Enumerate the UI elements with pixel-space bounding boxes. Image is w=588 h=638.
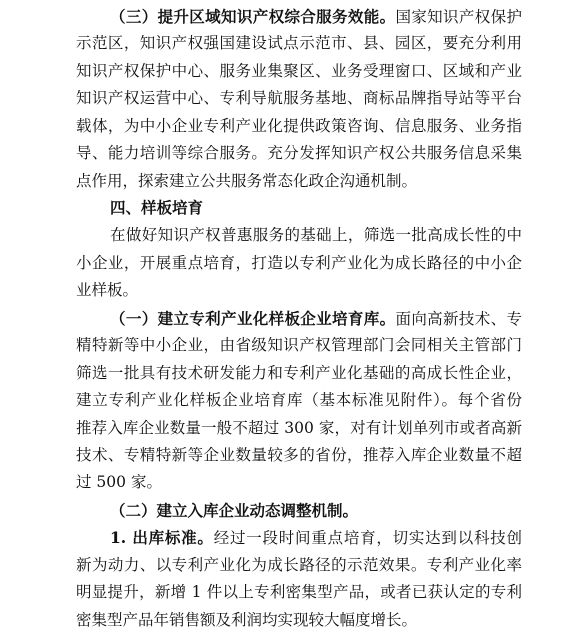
paragraph-line: 筛选一批具有技术研发能力和专利产业化基础的高成长性企业， [76, 363, 522, 382]
paragraph-line: 导、能力培训等综合服务。充分发挥知识产权公共服务信息采集 [76, 144, 522, 163]
paragraph-line: 知识产权运营中心、专利导航服务基地、商标品牌指导站等平台 [76, 89, 522, 108]
paragraph-line: 明显提升，新增 1 件以上专利密集型产品，或者已获认定的专利 [76, 583, 522, 602]
paragraph-text: 国家知识产权保护 [395, 8, 522, 26]
paragraph-line: 知识产权保护中心、服务业集聚区、业务受理窗口、区域和产业 [76, 61, 522, 80]
paragraph-line: 密集型产品年销售额及利润均实现较大幅度增长。 [76, 610, 418, 629]
paragraph-line: 业样板。 [76, 281, 139, 300]
paragraph-text: 面向高新技术、专 [395, 309, 522, 328]
paragraph-line: 在做好知识产权普惠服务的基础上，筛选一批高成长性的中 [110, 226, 522, 245]
item-heading: 1. 出库标准。 [110, 528, 214, 548]
paragraph-line [110, 524, 522, 551]
subsection-heading: （二）建立入库企业动态调整机制。 [110, 500, 359, 520]
paragraph-line: 载体，为中小企业专利产业化提供政策咨询、信息服务、业务指 [76, 116, 522, 135]
paragraph-line: 示范区，知识产权强国建设试点示范市、县、园区，要充分利用 [76, 34, 522, 53]
section-heading: 四、样板培育 [110, 199, 204, 218]
paragraph-line: 点作用，探索建立公共服务常态化政企沟通机制。 [76, 171, 418, 190]
paragraph-text: 经过一段时间重点培育，切实达到以科技创 [213, 529, 522, 548]
paragraph-line: 技术、专精特新等企业数量较多的省份，推荐入库企业数量不超 [76, 445, 522, 464]
paragraph-line: 推荐入库企业数量一般不超过 300 家，对有计划单列市或者高新 [76, 418, 522, 437]
paragraph-line: 建立专利产业化样板企业培育库（基本标准见附件）。每个省份 [76, 391, 522, 410]
subsection-heading: （三）提升区域知识产权综合服务效能。 [110, 7, 396, 26]
paragraph-line [110, 305, 522, 332]
paragraph-line: 精特新等中小企业，由省级知识产权管理部门会同相关主管部门 [76, 336, 522, 355]
paragraph-line: 新为动力、以专利产业化为成长路径的示范效果。专利产业化率 [76, 555, 522, 574]
paragraph-line [110, 3, 522, 30]
paragraph-line: 过 500 家。 [76, 473, 162, 492]
paragraph-line: 小企业，开展重点培育，打造以专利产业化为成长路径的中小企 [76, 253, 522, 272]
subsection-heading: （一）建立专利产业化样板企业培育库。 [110, 308, 396, 328]
